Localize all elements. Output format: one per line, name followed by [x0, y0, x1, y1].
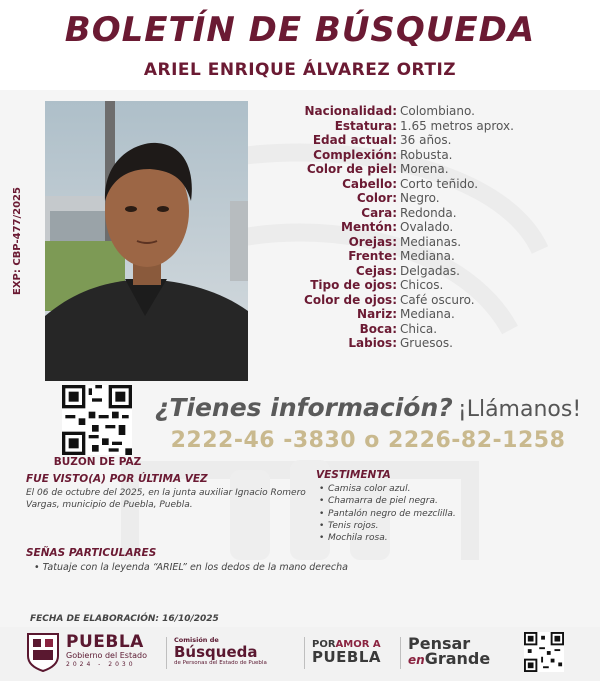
footer-divider [304, 637, 305, 669]
last-seen-heading: FUE VISTO(A) POR ÚLTIMA VEZ [26, 473, 208, 485]
attribute-row: Nariz: Mediana. [357, 307, 455, 321]
clothing-item: • Pantalón negro de mezclilla. [316, 508, 516, 520]
buzon-qr-code-icon[interactable] [62, 385, 132, 455]
attribute-row: Color: Negro. [356, 191, 440, 205]
attribute-row: Complexión: Robusta. [313, 147, 453, 162]
last-seen-section [26, 473, 316, 511]
footer-qr-code-icon[interactable] [524, 632, 564, 672]
clothing-item: • Camisa color azul. [316, 483, 516, 495]
attribute-row: Mentón: Ovalado. [341, 220, 454, 234]
elaboration-date: FECHA DE ELABORACIÓN: 16/10/2025 [30, 614, 219, 624]
last-seen-text: El 06 de octubre del 2025, en la junta auxiliar Ignacio Romero Vargas, municipio de Puebla, Puebla. [26, 488, 306, 510]
cta-call: ¡Llámanos! [457, 397, 582, 422]
comision-busqueda-logo: Comisión de Búsqueda de Personas del Estado de Puebla [174, 636, 267, 666]
bulletin-title: BOLETÍN DE BÚSQUEDA [64, 10, 536, 50]
clothing-item: • Chamarra de piel negra. [316, 495, 516, 507]
attribute-row: Labios: Gruesos. [348, 336, 453, 350]
footer-divider [400, 637, 401, 669]
distinguishing-mark-item: • Tatuaje con la leyenda “ARIEL” en los dedos de la mano derecha [34, 562, 348, 573]
clothing-item: • Tenis rojos. [316, 520, 516, 532]
clothing-heading: VESTIMENTA [316, 469, 391, 481]
distinguishing-marks-section [26, 547, 586, 573]
footer-divider [166, 637, 167, 669]
cta-question: ¿Tienes información? [154, 393, 453, 422]
clothing-section [316, 469, 516, 544]
person-photo [45, 101, 248, 381]
por-amor-a-puebla-logo: PORAMOR A PUEBLA [312, 639, 382, 666]
attribute-row: Estatura: 1.65 metros aprox. [334, 118, 514, 133]
attribute-row: Nacionalidad: Colombiano. [304, 104, 475, 118]
attribute-row: Color de ojos: Café oscuro. [304, 292, 475, 307]
distinguishing-marks-heading: SEÑAS PARTICULARES [26, 547, 157, 559]
person-name: ARIEL ENRIQUE ÁLVAREZ ORTIZ [143, 60, 457, 80]
clothing-item: • Mochila rosa. [316, 532, 516, 544]
attribute-row: Cejas: Delgadas. [355, 263, 460, 278]
phone-numbers[interactable]: 2222-46 -3830 o 2226-82-1258 [170, 428, 566, 453]
expediente-number: EXP: CBP-477/2025 [12, 187, 23, 295]
attribute-row: Frente: Mediana. [348, 249, 455, 263]
attribute-row: Cara: Redonda. [361, 205, 457, 220]
puebla-government-logo: PUEBLA Gobierno del Estado 2024 - 2030 [66, 632, 147, 668]
physical-attributes [280, 104, 590, 351]
pensar-en-grande-logo: Pensar enGrande [408, 634, 491, 668]
attribute-row: Color de piel: Morena. [306, 162, 449, 176]
call-to-action [148, 393, 588, 422]
attribute-row: Edad actual: 36 años. [312, 133, 452, 147]
state-seal-icon [26, 630, 60, 672]
attribute-row: Orejas: Medianas. [348, 234, 462, 249]
attribute-row: Boca: Chica. [359, 321, 438, 336]
buzon-label: BUZON DE PAZ [53, 456, 142, 468]
attribute-row: Tipo de ojos: Chicos. [310, 278, 444, 292]
attribute-row: Cabello: Corto teñido. [342, 176, 479, 191]
